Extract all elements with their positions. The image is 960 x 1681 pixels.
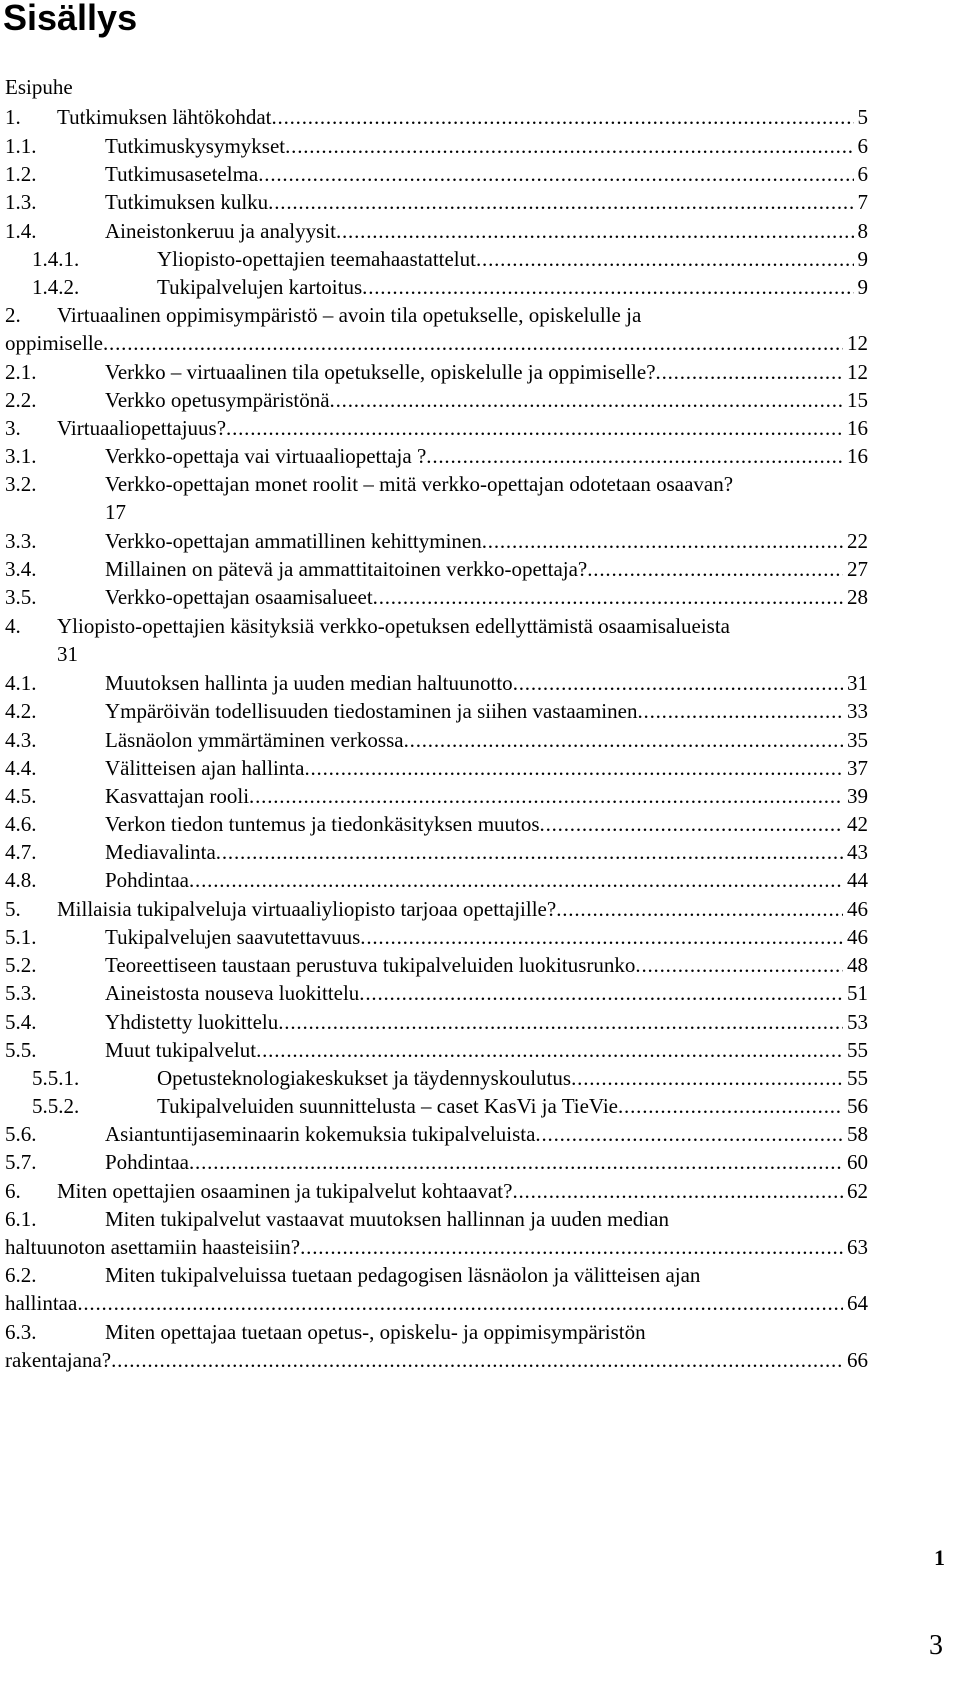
toc-entry-number: 1.4.1. [32, 247, 80, 271]
dot-leader [304, 754, 843, 782]
toc-entry-title: Tukipalvelujen kartoitus [157, 275, 363, 299]
toc-entry-title: Yliopisto-opettajien teemahaastattelut [157, 247, 476, 271]
toc-entry-number: 1.2. [5, 162, 37, 186]
toc-entry-page: 16 [847, 416, 868, 440]
toc-entry-page: 53 [847, 1010, 868, 1034]
toc-entry-number: 6.2. [5, 1263, 37, 1287]
toc-entry-number: 5.4. [5, 1010, 37, 1034]
dot-leader [635, 951, 843, 979]
toc-entry-title: Mediavalinta [105, 840, 216, 864]
toc-entry-number: 1. [5, 105, 21, 129]
toc-entry-title: Virtuaalinen oppimisympäristö – avoin tila opetukselle, opiskelulle ja [57, 303, 642, 327]
toc-entry-number: 4.4. [5, 756, 37, 780]
toc-entry-number: 3. [5, 416, 21, 440]
dot-leader [587, 555, 843, 583]
toc-entry-number: 5.5. [5, 1038, 37, 1062]
toc-entry-title: Opetusteknologiakeskukset ja täydennyskoulutus [157, 1066, 572, 1090]
toc-entry-title: Millaisia tukipalveluja virtuaaliyliopisto tarjoaa opettajille? [57, 897, 557, 921]
toc-entry[interactable] [0, 923, 960, 951]
toc-entry-title: Kasvattajan rooli [105, 784, 250, 808]
toc-entry-title: Aineistonkeruu ja analyysit [105, 219, 336, 243]
toc-entry[interactable] [0, 1064, 960, 1092]
toc-entry-page: 9 [857, 247, 868, 271]
toc-entry-title: Välitteisen ajan hallinta [105, 756, 305, 780]
toc-entry-title: Pohdintaa [105, 1150, 189, 1174]
toc-entry-page: 63 [847, 1235, 868, 1259]
toc-entry[interactable] [0, 838, 960, 866]
toc-entry-number: 5.2. [5, 953, 37, 977]
toc-entry-number: 2.2. [5, 388, 37, 412]
toc-entry-page: 31 [57, 642, 78, 666]
toc-entry-page: 48 [847, 953, 868, 977]
toc-entry-title: Aineistosta nouseva luokittelu [105, 981, 360, 1005]
toc-entry-title: Tutkimuskysymykset [105, 134, 286, 158]
toc-entry-page: 39 [847, 784, 868, 808]
dot-leader [285, 132, 853, 160]
dot-leader [249, 782, 843, 810]
dot-leader [426, 442, 843, 470]
dot-leader [362, 273, 853, 301]
toc-entry-page: 56 [847, 1094, 868, 1118]
toc-entry-page: 55 [847, 1038, 868, 1062]
dot-leader [637, 697, 843, 725]
toc-entry-number: 3.4. [5, 557, 37, 581]
toc-entry-page: 60 [847, 1150, 868, 1174]
toc-entry[interactable] [0, 301, 960, 329]
toc-entry[interactable] [0, 1177, 960, 1205]
toc-entry[interactable] [0, 1008, 960, 1036]
toc-entry[interactable] [0, 1092, 960, 1120]
toc-entry-page: 17 [105, 500, 126, 524]
toc-entry-title: Verkko – virtuaalinen tila opetukselle, opiskelulle ja oppimiselle? [105, 360, 656, 384]
toc-entry-number: 5.5.2. [32, 1094, 80, 1118]
dot-leader [216, 838, 843, 866]
dot-leader [482, 527, 843, 555]
dot-leader [271, 103, 853, 131]
toc-entry-page: 15 [847, 388, 868, 412]
toc-entry[interactable] [0, 470, 960, 498]
toc-entry-number: 4.6. [5, 812, 37, 836]
toc-entry-title: Miten tukipalvelut vastaavat muutoksen hallinnan ja uuden median [105, 1207, 669, 1231]
page-title: Sisällys [3, 0, 138, 38]
toc-entry[interactable] [0, 245, 960, 273]
toc-entry-title: Verkko-opettajan ammatillinen kehittyminen [105, 529, 482, 553]
toc-entry-page: 58 [847, 1122, 868, 1146]
toc-entry-page: 6 [857, 134, 868, 158]
toc-entry-title: Läsnäolon ymmärtäminen verkossa [105, 728, 404, 752]
dot-leader [571, 1064, 843, 1092]
toc-entry[interactable] [0, 895, 960, 923]
toc-entry-number: 3.1. [5, 444, 37, 468]
dot-leader [258, 160, 853, 188]
toc-entry-page: 12 [847, 331, 868, 355]
toc-entry[interactable] [0, 273, 960, 301]
toc-entry-number: 1.3. [5, 190, 37, 214]
toc-entry[interactable] [0, 979, 960, 1007]
toc-entry[interactable] [0, 1148, 960, 1176]
dot-leader [513, 669, 843, 697]
toc-entry-page: 55 [847, 1066, 868, 1090]
toc-entry-number: 4.7. [5, 840, 37, 864]
toc-entry-title: Miten tukipalveluissa tuetaan pedagogisen läsnäolon ja välitteisen ajan [105, 1263, 701, 1287]
toc-entry[interactable] [0, 726, 960, 754]
toc-entry[interactable] [0, 160, 960, 188]
toc-entry-title: Yhdistetty luokittelu [105, 1010, 279, 1034]
dot-leader [189, 1148, 843, 1176]
toc-entry-page: 31 [847, 671, 868, 695]
toc-entry-page: 5 [857, 105, 868, 129]
toc-entry-title: Muutoksen hallinta ja uuden median haltuunotto [105, 671, 513, 695]
toc-entry-number: 2. [5, 303, 21, 327]
toc-entry-continuation[interactable] [0, 1346, 960, 1374]
toc-entry[interactable] [0, 583, 960, 611]
toc-entry-title: Yliopisto-opettajien käsityksiä verkko-opetuksen edellyttämistä osaamisalueista [57, 614, 731, 638]
toc-entry[interactable] [0, 754, 960, 782]
dot-leader [656, 358, 843, 386]
toc-entry-title: Miten opettajaa tuetaan opetus-, opiskelu- ja oppimisympäristön [105, 1320, 646, 1344]
dot-leader [268, 188, 853, 216]
toc-entry[interactable] [0, 386, 960, 414]
toc-entry-page: 28 [847, 585, 868, 609]
toc-entry-title-continued: haltuunoton asettamiin haasteisiin? [5, 1235, 301, 1259]
toc-entry-page: 35 [847, 728, 868, 752]
toc-entry-page: 6 [857, 162, 868, 186]
toc-entry-continuation[interactable] [0, 329, 960, 357]
toc-entry[interactable] [0, 1120, 960, 1148]
toc-entry-title: Tutkimuksen lähtökohdat [57, 105, 272, 129]
toc-entry-number: 6.3. [5, 1320, 37, 1344]
toc-entry-title: Muut tukipalvelut [105, 1038, 257, 1062]
dot-leader [278, 1008, 843, 1036]
toc-entry[interactable] [0, 697, 960, 725]
dot-leader [359, 979, 843, 1007]
edge-digit: 1 [934, 1545, 945, 1570]
toc-entry-title: Verkon tiedon tuntemus ja tiedonkäsityksen muutos [105, 812, 540, 836]
toc-entry-number: 3.3. [5, 529, 37, 553]
toc-entry-number: 3.5. [5, 585, 37, 609]
dot-leader [103, 329, 843, 357]
toc-entry-title: Teoreettiseen taustaan perustuva tukipalveluiden luokitusrunko [105, 953, 636, 977]
toc-entry-page: 46 [847, 897, 868, 921]
toc-entry-title: Miten opettajien osaaminen ja tukipalvelut kohtaavat? [57, 1179, 513, 1203]
dot-leader [618, 1092, 843, 1120]
toc-entry-title: Pohdintaa [105, 868, 189, 892]
toc-entry-number: 2.1. [5, 360, 37, 384]
toc-entry-title: Tukipalveluiden suunnittelusta – caset KasVi ja TieVie [157, 1094, 618, 1118]
toc-entry-page: 16 [847, 444, 868, 468]
dot-leader [336, 217, 854, 245]
toc-entry-page: 8 [857, 219, 868, 243]
toc-entry-page: 43 [847, 840, 868, 864]
toc-entry[interactable] [0, 866, 960, 894]
toc-entry-title: Tutkimusasetelma [105, 162, 259, 186]
toc-entry-continuation[interactable] [0, 1289, 960, 1317]
toc-entry-title: Millainen on pätevä ja ammattitaitoinen verkko-opettaja? [105, 557, 588, 581]
toc-entry-page: 42 [847, 812, 868, 836]
toc-entry[interactable] [0, 217, 960, 245]
toc-entry-page: 37 [847, 756, 868, 780]
toc-entry[interactable] [0, 1261, 960, 1289]
dot-leader [189, 866, 843, 894]
toc-entry[interactable] [0, 555, 960, 583]
toc-entry-page: 7 [857, 190, 868, 214]
toc-entry-title-continued: oppimiselle [5, 331, 103, 355]
toc-preface[interactable]: Esipuhe [5, 75, 73, 99]
toc-entry[interactable] [0, 527, 960, 555]
toc-entry-page: 51 [847, 981, 868, 1005]
toc-entry[interactable] [0, 951, 960, 979]
page-number: 3 [929, 1630, 943, 1661]
toc-entry-number: 1.4.2. [32, 275, 80, 299]
dot-leader [226, 414, 843, 442]
toc-entry-number: 1.4. [5, 219, 37, 243]
toc-entry-continuation[interactable] [0, 1233, 960, 1261]
dot-leader [360, 923, 843, 951]
dot-leader [111, 1346, 843, 1374]
toc-entry-continuation[interactable] [0, 498, 960, 526]
toc-entry-title: Tutkimuksen kulku [105, 190, 269, 214]
toc-entry-number: 4. [5, 614, 21, 638]
dot-leader [373, 583, 843, 611]
toc-entry-title: Verkko-opettajan osaamisalueet [105, 585, 373, 609]
toc-entry-number: 4.5. [5, 784, 37, 808]
toc-entry-page: 46 [847, 925, 868, 949]
toc-entry-number: 5.1. [5, 925, 37, 949]
toc-entry-title-continued: rakentajana? [5, 1348, 112, 1372]
dot-leader [77, 1289, 843, 1317]
toc-entry-number: 1.1. [5, 134, 37, 158]
toc-entry-number: 4.1. [5, 671, 37, 695]
toc-entry-title: Verkko opetusympäristönä [105, 388, 330, 412]
toc-entry-title-continued: hallintaa [5, 1291, 78, 1315]
toc-entry-number: 5.6. [5, 1122, 37, 1146]
toc-entry-number: 5. [5, 897, 21, 921]
toc-entry[interactable] [0, 612, 960, 640]
toc-entry-page: 44 [847, 868, 868, 892]
toc-entry-number: 4.3. [5, 728, 37, 752]
toc-entry-number: 5.3. [5, 981, 37, 1005]
toc-entry-title: Asiantuntijaseminaarin kokemuksia tukipalveluista [105, 1122, 536, 1146]
toc-entry-page: 64 [847, 1291, 868, 1315]
toc-entry-number: 5.5.1. [32, 1066, 80, 1090]
dot-leader [256, 1036, 843, 1064]
dot-leader [404, 726, 843, 754]
toc-entry-page: 27 [847, 557, 868, 581]
toc-entry-page: 62 [847, 1179, 868, 1203]
toc-entry-title: Ympäröivän todellisuuden tiedostaminen ja siihen vastaaminen [105, 699, 638, 723]
toc-entry[interactable] [0, 1205, 960, 1233]
dot-leader [535, 1120, 843, 1148]
toc-entry-number: 6.1. [5, 1207, 37, 1231]
toc-entry-page: 9 [857, 275, 868, 299]
toc-entry[interactable] [0, 414, 960, 442]
toc-entry[interactable] [0, 103, 960, 131]
toc-entry[interactable] [0, 782, 960, 810]
toc-entry[interactable] [0, 358, 960, 386]
toc-entry[interactable] [0, 669, 960, 697]
toc-entry[interactable] [0, 132, 960, 160]
toc-entry[interactable] [0, 810, 960, 838]
toc-entry[interactable] [0, 442, 960, 470]
dot-leader [330, 386, 843, 414]
toc-entry-number: 4.2. [5, 699, 37, 723]
toc-entry-title: Verkko-opettaja vai virtuaaliopettaja ? [105, 444, 427, 468]
toc-entry-number: 5.7. [5, 1150, 37, 1174]
dot-leader [556, 895, 843, 923]
toc-entry-title: Tukipalvelujen saavutettavuus [105, 925, 361, 949]
toc-entry-continuation[interactable] [0, 640, 960, 668]
toc-entry-number: 6. [5, 1179, 21, 1203]
toc-entry-title: Virtuaaliopettajuus? [57, 416, 227, 440]
toc-entry-page: 66 [847, 1348, 868, 1372]
toc-entry-page: 22 [847, 529, 868, 553]
toc-entry-title: Verkko-opettajan monet roolit – mitä verkko-opettajan odotetaan osaavan? [105, 472, 734, 496]
dot-leader [300, 1233, 843, 1261]
toc-entry-number: 4.8. [5, 868, 37, 892]
toc-entry-number: 3.2. [5, 472, 37, 496]
toc-entry-page: 12 [847, 360, 868, 384]
toc-entry[interactable] [0, 1318, 960, 1346]
toc-entry[interactable] [0, 188, 960, 216]
toc-entry-page: 33 [847, 699, 868, 723]
toc-entry[interactable] [0, 1036, 960, 1064]
dot-leader [512, 1177, 843, 1205]
dot-leader [540, 810, 843, 838]
dot-leader [476, 245, 854, 273]
